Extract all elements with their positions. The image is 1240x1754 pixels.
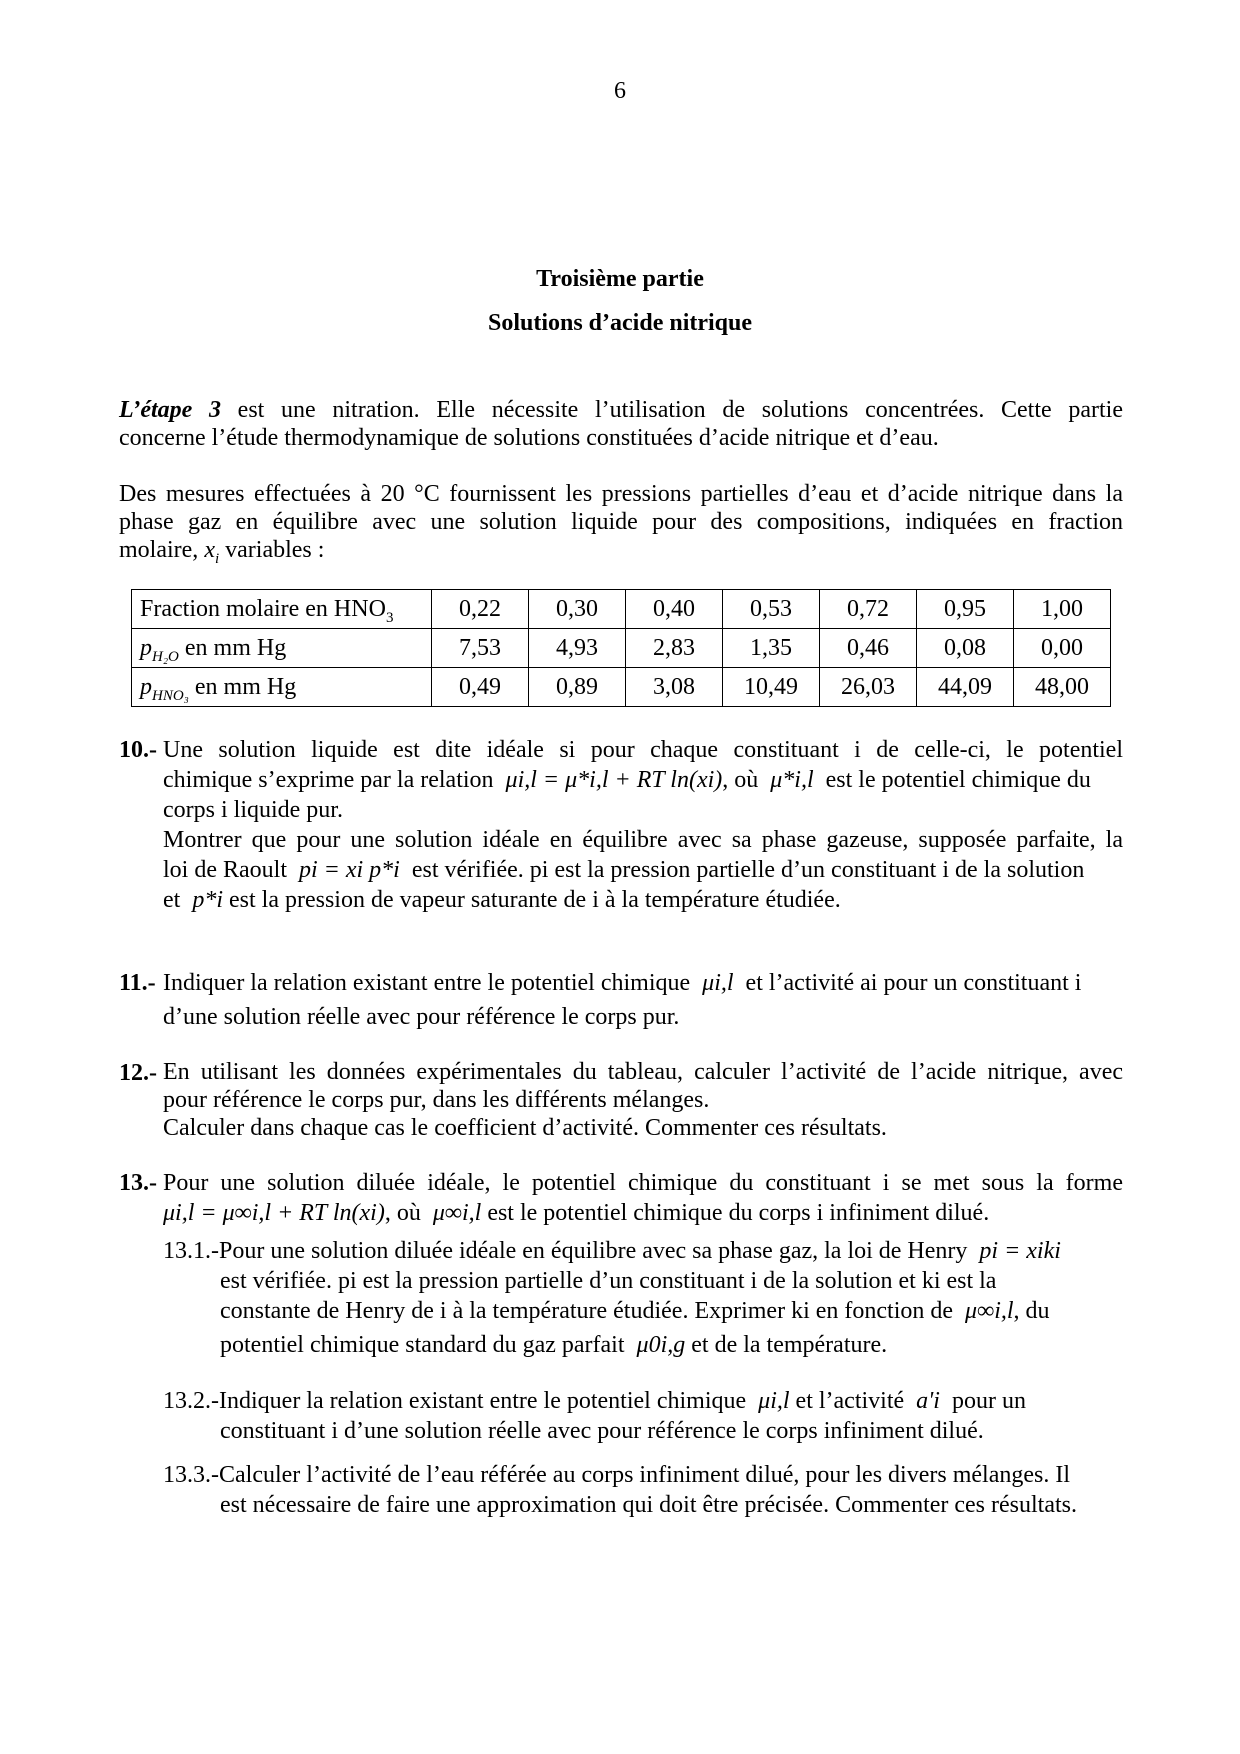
table-cell: 0,49 (432, 668, 529, 707)
q13-1-line2: est vérifiée. pi est la pression partielle d’un constituant i de la solution et ki est la (220, 1268, 997, 1294)
q13-2-activity: a'i (916, 1388, 940, 1414)
question-13 (163, 1168, 1123, 1228)
table-cell: 7,53 (432, 629, 529, 668)
intro-line1: est une nitration. Elle nécessite l’utilisation de solutions concentrées. Cette partie (221, 397, 1123, 423)
table-cell: 1,00 (1014, 590, 1111, 629)
q12-line3: Calculer dans chaque cas le coefficient d’activité. Commenter ces résultats. (163, 1115, 887, 1141)
table-cell: 0,72 (820, 590, 917, 629)
question-11-number: 11.- (119, 970, 156, 996)
question-12 (163, 1058, 1123, 1142)
table-cell: 0,53 (723, 590, 820, 629)
var-x-sub: i (214, 550, 220, 567)
q10-line6: et p*i est la pression de vapeur saturante de i à la température étudiée. (163, 887, 841, 913)
table-cell: 0,95 (917, 590, 1014, 629)
q13-equation: μi,l = μ∞i,l + RT ln(xi) (163, 1200, 385, 1226)
q11-line2: d’une solution réelle avec pour référence le corps pur. (163, 1004, 680, 1030)
question-12-number: 12.- (119, 1060, 157, 1086)
part-title: Troisième partie (536, 266, 704, 292)
q10-line1: Une solution liquide est dite idéale si pour chaque constituant i de celle-ci, le potentiel (163, 737, 1123, 763)
table-cell: 0,00 (1014, 629, 1111, 668)
q12-line2: pour référence le corps pur, dans les différents mélanges. (163, 1087, 710, 1113)
table-cell: 3,08 (626, 668, 723, 707)
data-table (131, 589, 1111, 707)
q12-line1: En utilisant les données expérimentales du tableau, calculer l’activité de l’acide nitrique, avec (163, 1059, 1123, 1085)
question-13-number: 13.- (119, 1170, 157, 1196)
measures-line2: phase gaz en équilibre avec une solution liquide pour des compositions, indiquées en fraction (119, 509, 1123, 535)
q10-raoult-equation: pi = xi p*i (298, 857, 400, 883)
q13-1-mu-inf: μ∞i,l (965, 1298, 1014, 1324)
table-cell: 0,22 (432, 590, 529, 629)
q13-3-line1: 13.3.-Calculer l’activité de l’eau référée au corps infiniment dilué, pour les divers mélanges. Il (163, 1462, 1070, 1488)
subquestion-13-3 (163, 1460, 1123, 1520)
table-cell: 0,46 (820, 629, 917, 668)
q10-line3: corps i liquide pur. (163, 797, 343, 823)
intro-lead: L’étape 3 (119, 397, 221, 423)
var-x: x (204, 537, 215, 563)
table-row (132, 629, 1111, 668)
q13-3-line2: est nécessaire de faire une approximation qui doit être précisée. Commenter ces résultats. (220, 1492, 1078, 1518)
q13-1-line3: constante de Henry de i à la température étudiée. Exprimer ki en fonction de μ∞i,l, du (220, 1298, 1050, 1324)
subquestion-13-2 (163, 1386, 1123, 1446)
table-cell: 0,08 (917, 629, 1014, 668)
table-cell: 0,89 (529, 668, 626, 707)
q10-mu-star: μ*i,l (770, 767, 814, 793)
row-label-hno3-fraction: Fraction molaire en $HNO_3$ (132, 590, 432, 629)
q13-2-line1: 13.2.-Indiquer la relation existant entre le potentiel chimique μi,l et l’activité a'i pour un (163, 1388, 1026, 1414)
question-10-number: 10.- (119, 737, 157, 763)
q13-1-line4: potentiel chimique standard du gaz parfait μ0i,g et de la température. (220, 1332, 888, 1358)
table-cell: 0,40 (626, 590, 723, 629)
q13-2-mu: μi,l (758, 1388, 790, 1414)
q13-line1: Pour une solution diluée idéale, le potentiel chimique du constituant i se met sous la forme (163, 1170, 1123, 1196)
q11-line1: Indiquer la relation existant entre le potentiel chimique μi,l et l’activité ai pour un constituant i (163, 970, 1082, 996)
question-10 (163, 735, 1123, 915)
question-11 (163, 968, 1123, 1032)
q13-2-line2: constituant i d’une solution réelle avec pour référence le corps infiniment dilué. (220, 1418, 984, 1444)
measures-line3-post: variables : (219, 537, 325, 563)
table-row (132, 590, 1111, 629)
q11-mu: μi,l (702, 970, 734, 996)
table-cell: 44,09 (917, 668, 1014, 707)
q10-p-star: p*i (192, 887, 223, 913)
row-label-p-h2o: $p_{H_2O}$ en mm Hg (132, 629, 432, 668)
table-cell: 2,83 (626, 629, 723, 668)
intro-line2: concerne l’étude thermodynamique de solutions constituées d’acide nitrique et d’eau. (119, 425, 939, 451)
table-cell: 0,30 (529, 590, 626, 629)
q13-1-henry-equation: pi = xiki (979, 1238, 1061, 1264)
measures-line3-pre: molaire, (119, 537, 205, 563)
q13-line2: μi,l = μ∞i,l + RT ln(xi), où μ∞i,l est le potentiel chimique du corps i infiniment dilué. (163, 1200, 990, 1226)
table-cell: 10,49 (723, 668, 820, 707)
q13-mu-inf: μ∞i,l (432, 1200, 482, 1226)
part-subtitle: Solutions d’acide nitrique (487, 310, 753, 336)
table-cell: 4,93 (529, 629, 626, 668)
measures-line1: Des mesures effectuées à 20 °C fournissent les pressions partielles d’eau et d’acide nitrique dans la (119, 481, 1123, 507)
measures-paragraph (119, 480, 1123, 567)
subquestion-13-1 (163, 1236, 1123, 1360)
row-label-p-hno3: $p_{HNO_3}$ en mm Hg (132, 668, 432, 707)
q10-line2: chimique s’exprime par la relation μi,l = μ*i,l + RT ln(xi), où μ*i,l est le potentiel chimique du (163, 767, 1091, 793)
page-number: 6 (614, 78, 626, 104)
table-cell: 48,00 (1014, 668, 1111, 707)
q10-equation: μi,l = μ*i,l + RT ln(xi) (505, 767, 723, 793)
q13-1-mu-zero: μ0i,g (636, 1332, 686, 1358)
intro-paragraph (119, 396, 1123, 452)
q13-1-line1: 13.1.-Pour une solution diluée idéale en équilibre avec sa phase gaz, la loi de Henry pi = xiki (163, 1238, 1061, 1264)
table-cell: 26,03 (820, 668, 917, 707)
table-cell: 1,35 (723, 629, 820, 668)
q10-line5: loi de Raoult pi = xi p*i est vérifiée. pi est la pression partielle d’un constituant i de la solution (163, 857, 1085, 883)
q10-line4: Montrer que pour une solution idéale en équilibre avec sa phase gazeuse, supposée parfaite, la (163, 827, 1123, 853)
table-row (132, 668, 1111, 707)
